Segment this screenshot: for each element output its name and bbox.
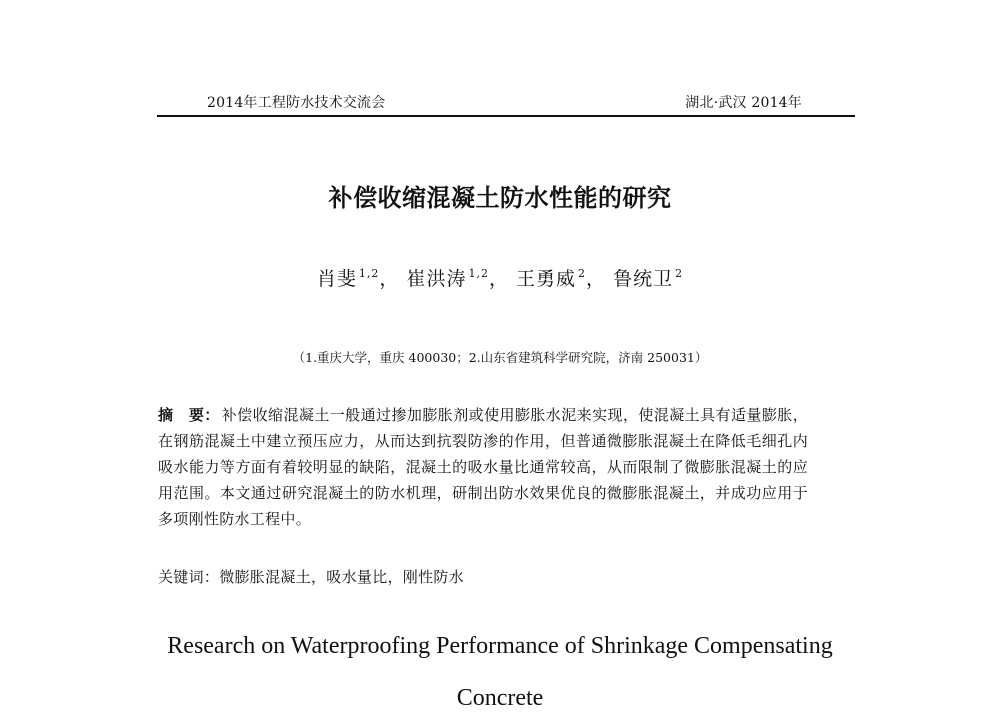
header-left: 2014年工程防水技术交流会 [207,95,386,111]
author-name: 崔洪涛 [406,268,467,290]
english-title-line1: Research on Waterproofing Performance of Shrinkage Compensating [167,633,833,659]
author-affil-sup: 1,2 [358,267,380,280]
author-name: 鲁统卫 [613,268,674,290]
affiliation: （1.重庆大学，重庆 400030；2.山东省建筑科学研究院，济南 250031） [292,350,708,365]
author-affil-sup: 2 [578,267,587,280]
author-affil-sup: 2 [675,267,684,280]
header-right: 湖北·武汉 2014年 [685,95,802,111]
header-rule [157,115,855,117]
author-name: 肖斐 [316,268,357,290]
author-name: 王勇威 [516,268,577,290]
keywords: 关键词：微膨胀混凝土，吸水量比，刚性防水 [158,568,465,586]
abstract-label: 摘 要： [158,406,220,424]
abstract-text: 补偿收缩混凝土一般通过掺加膨胀剂或使用膨胀水泥来实现，使混凝土具有适量膨胀，在钢筋混凝土中建立预压应力，从而达到抗裂防渗的作用，但普通微膨胀混凝土在降低毛细孔内吸水能力等方面有着较明显的缺陷，混凝土的吸水量比通常较高，从而限制了微膨胀混凝土的应用范围。本文通过研究混凝土的防水机理，研制出防水效果优良的微膨胀混凝土，并成功应用于多项刚性防水工程中。 [158,406,809,528]
author-list: 肖斐 $^{1,2}$， 崔洪涛 $^{1,2}$， 王勇威 $^2$， 鲁统卫 $^2$ [316,267,684,290]
english-title-line2: Concrete [456,685,544,711]
paper-title: 补偿收缩混凝土防水性能的研究 [328,184,672,212]
abstract [158,402,808,532]
author-affil-sup: 1,2 [468,267,489,280]
